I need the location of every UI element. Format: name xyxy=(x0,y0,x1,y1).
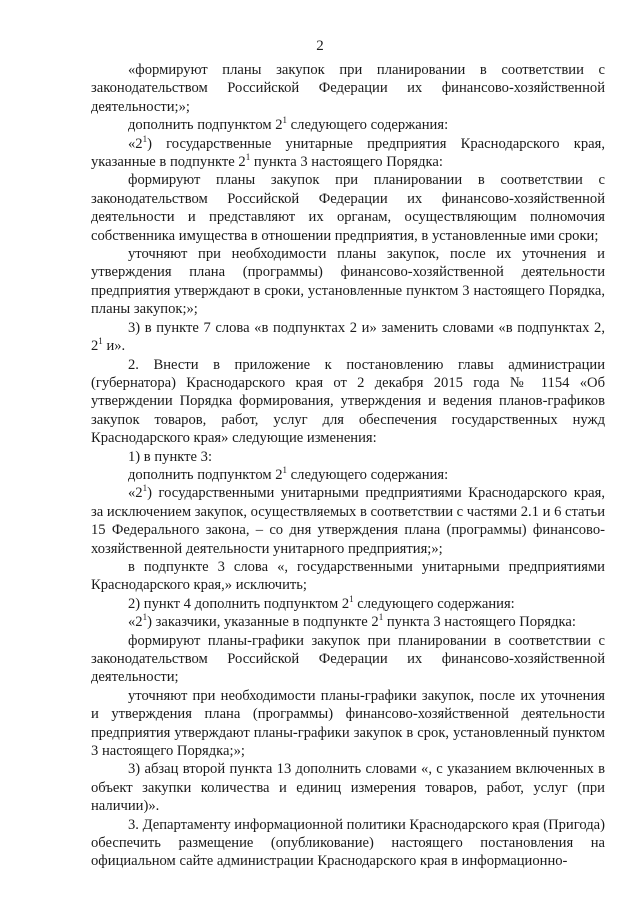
paragraph: «формируют планы закупок при планировании в соответствии с законодательством Российской Федерации их финансово-хозяйственной деятельности;»; xyxy=(91,62,605,115)
paragraph: «$2^1$) государственные унитарные предприятия Краснодарского края, указанные в подпункте $2^1$ пункта 3 настоящего Порядка: xyxy=(91,133,605,171)
paragraph: 1) в пункте 3: xyxy=(128,448,213,465)
paragraph: 3) в пункте 7 слова «в подпунктах 2 и» заменить словами «в подпунктах 2, $2^1$ и». xyxy=(91,319,605,355)
page-number: 2 xyxy=(316,38,324,54)
paragraph: дополнить подпунктом $2^1$ следующего содержания: xyxy=(128,115,449,134)
paragraph: формируют планы-графики закупок при планировании в соответствии с законодательством Российской Федерации их финансово-хозяйственной деятельности; xyxy=(91,632,605,686)
paragraph: «$2^1$) государственными унитарными предприятиями Краснодарского края, за исключением закупок, осуществляемых в соответствии с частями 2.1 и 6 статьи 15 Федерального закона, – со дня утверждения плана (программы) финансово-хозяйственной деятельности унитарного предприятия;»; xyxy=(91,483,605,557)
paragraph: 2. Внести в приложение к постановлению главы администрации (губернатора) Краснодарского края от 2 декабря 2015 года № 1154 «Об утверждении Порядка формирования, утверждения и ведения планов-графиков закупок товаров, работ, услуг для обеспечения государственных нужд Краснодарского края» следующие изменения: xyxy=(91,356,605,447)
document-body xyxy=(91,61,605,871)
paragraph: 3. Департаменту информационной политики Краснодарского края (Пригода) обеспечить размещение (опубликование) настоящего постановления на официальном сайте администрации Краснодарского края в информационно- xyxy=(91,816,605,870)
paragraph: уточняют при необходимости планы закупок, после их уточнения и утверждения плана (программы) финансово-хозяйственной деятельности предприятия утверждают в сроки, установленные пунктом 3 настоящего Порядка, планы закупок;»; xyxy=(91,246,605,318)
paragraph: уточняют при необходимости планы-графики закупок, после их уточнения и утверждения плана (программы) финансово-хозяйственной деятельности предприятия утверждают планы-графики закупок в срок, установленный пунктом 3 настоящего Порядка;»; xyxy=(91,687,605,760)
paragraph: в подпункте 3 слова «, государственными унитарными предприятиями Краснодарского края,» исключить; xyxy=(91,558,605,594)
paragraph: «$2^1$) заказчики, указанные в подпункте $2^1$ пункта 3 настоящего Порядка: xyxy=(128,612,576,631)
paragraph: формируют планы закупок при планировании в соответствии с законодательством Российской Федерации их финансово-хозяйственной деятельности и представляют их органам, осуществляющим полномочия собственника имущества в отношении предприятия, в установленные ими сроки; xyxy=(91,172,605,244)
paragraph: 2) пункт 4 дополнить подпунктом $2^1$ следующего содержания: xyxy=(128,593,515,612)
paragraph: 3) абзац второй пункта 13 дополнить словами «, с указанием включенных в объект закупки количества и единиц измерения товаров, работ, услуг (при наличии)». xyxy=(91,761,605,815)
paragraph: дополнить подпунктом $2^1$ следующего содержания: xyxy=(128,465,449,483)
